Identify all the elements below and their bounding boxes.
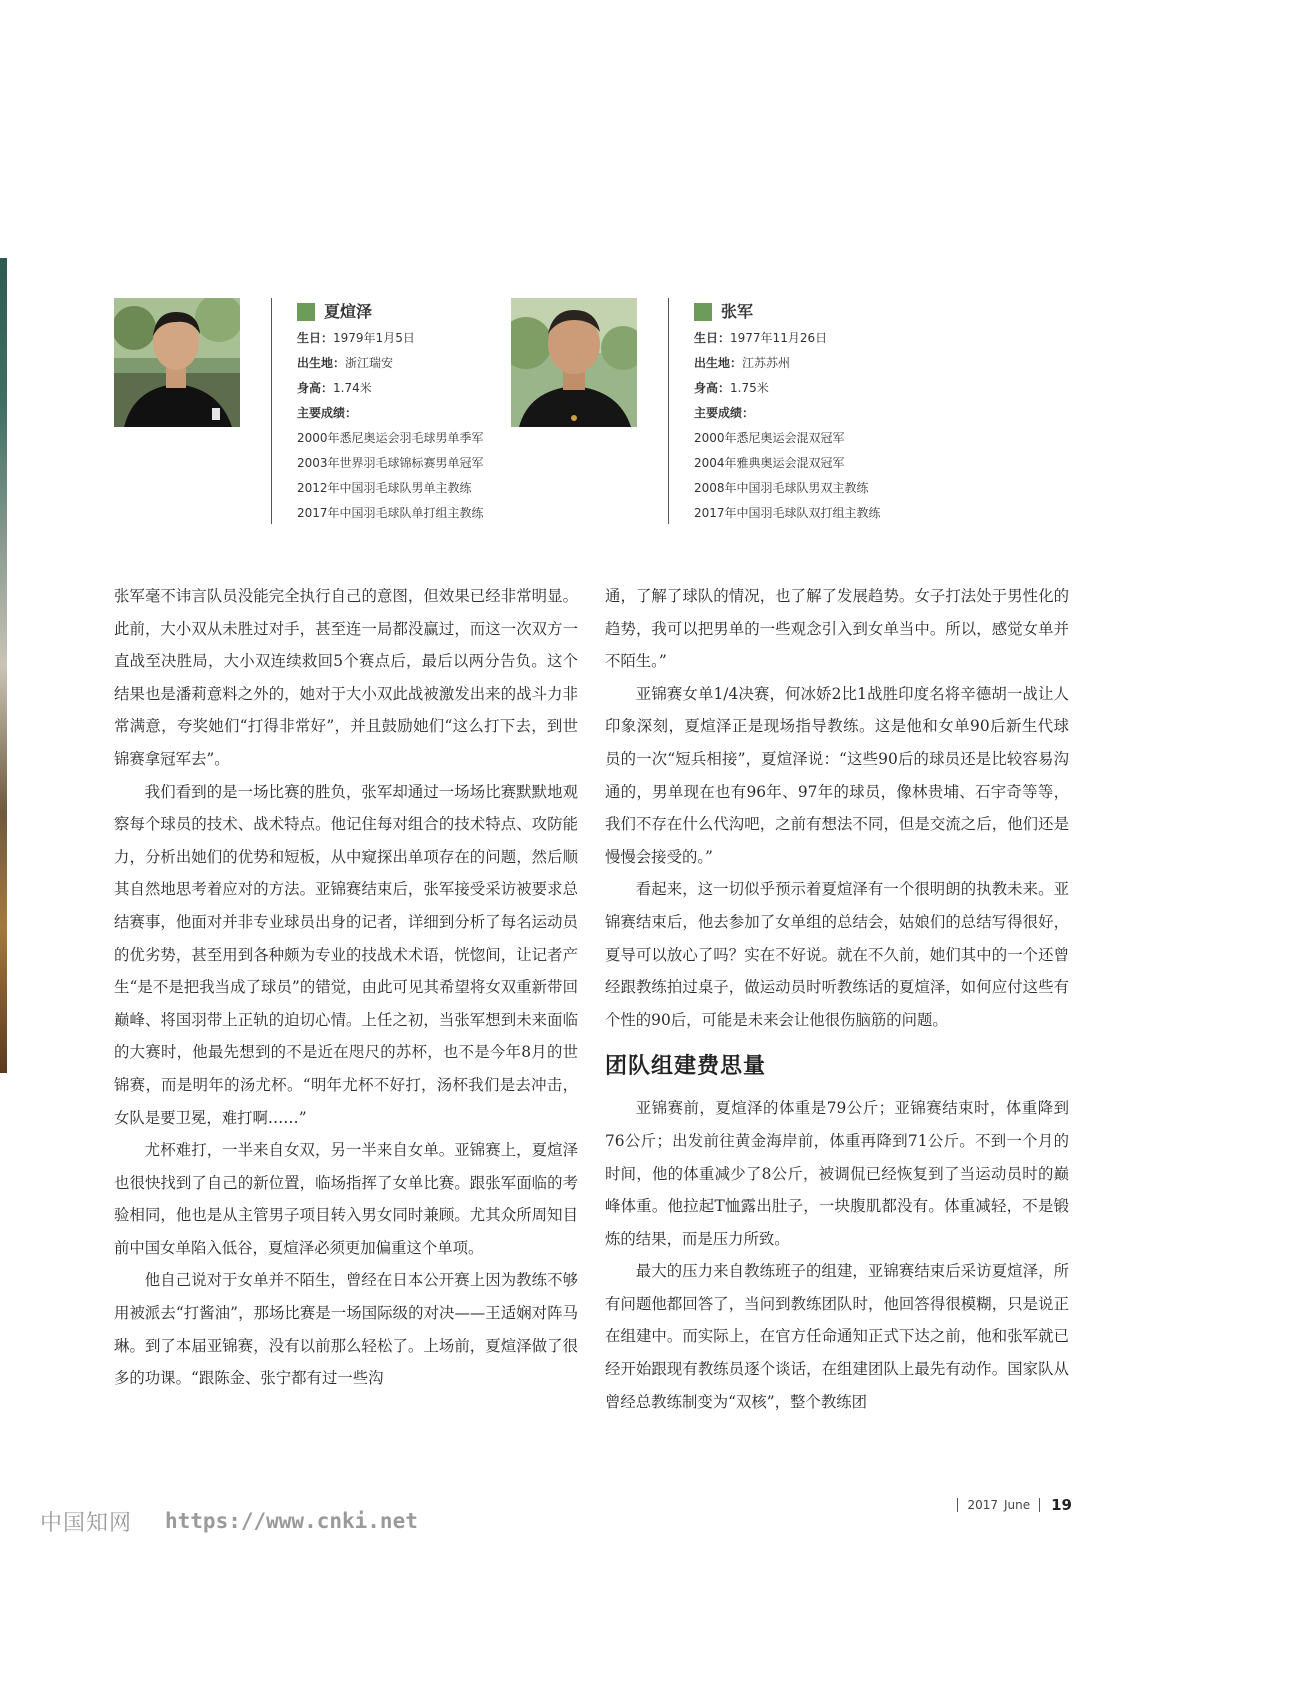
- page-number: 19: [1051, 1496, 1072, 1514]
- achievement-item: 2004年雅典奥运会混双冠军: [694, 456, 845, 470]
- paragraph: 亚锦赛女单1/4决赛，何冰娇2比1战胜印度名将辛德胡一战让人印象深刻，夏煊泽正是现场指导教练。这是他和女单90后新生代球员的一次“短兵相接”，夏煊泽说：“这些90后的球员还是比较容易沟通的，男单现在也有96年、97年的球员，像林贵埔、石宇奇等等，我们不存在什么代沟吧，之前有想法不同，但是交流之后，他们还是慢慢会接受的。”: [605, 684, 1069, 866]
- paragraph: 通，了解了球队的情况，也了解了发展趋势。女子打法处于男性化的趋势，我可以把男单的一些观念引入到女单当中。所以，感觉女单并不陌生。”: [605, 587, 1069, 671]
- name-marker-square: [694, 303, 712, 321]
- paragraph: 亚锦赛前，夏煊泽的体重是79公斤；亚锦赛结束时，体重降到76公斤；出发前往黄金海岸前，体重再降到71公斤。不到一个月的时间，他的体重减少了8公斤，被调侃已经恢复到了当运动员时的巅峰体重。他拉起T恤露出肚子，一块腹肌都没有。体重减轻，不是锻炼的结果，而是压力所致。: [605, 1099, 1069, 1248]
- profile-divider: [271, 298, 272, 524]
- paragraph: 看起来，这一切似乎预示着夏煊泽有一个很明朗的执教未来。亚锦赛结束后，他去参加了女单组的总结会，姑娘们的总结写得很好，夏导可以放心了吗？实在不好说。就在不久前，她们其中的一个还曾经跟教练拍过桌子，做运动员时听教练话的夏煊泽，如何应付这些有个性的90后，可能是未来会让他很伤脑筋的问题。: [605, 880, 1069, 1029]
- paragraph: 他自己说对于女单并不陌生，曾经在日本公开赛上因为教练不够用被派去“打酱油”，那场比赛是一场国际级的对决——王适娴对阵马琳。到了本届亚锦赛，没有以前那么轻松了。上场前，夏煊泽做了很多的功课。“跟陈金、张宁都有过一些沟: [114, 1271, 578, 1388]
- folio-divider: [957, 1498, 958, 1512]
- folio-year: 2017: [967, 1498, 998, 1512]
- folio-month: June: [1003, 1498, 1031, 1512]
- birthplace-row: 出生地：江苏苏州: [694, 356, 791, 370]
- article-column-left: [114, 580, 578, 1395]
- watermark-site-name: 中国知网: [40, 1511, 133, 1536]
- achievement-item: 2000年悉尼奥运会羽毛球男单季军: [297, 431, 484, 445]
- birthplace-row: 出生地：浙江瑞安: [297, 356, 394, 370]
- article-column-right: [605, 580, 1069, 1418]
- edge-photo-strip: [0, 258, 7, 1073]
- achievement-item: 2003年世界羽毛球锦标赛男单冠军: [297, 456, 484, 470]
- paragraph: 张军毫不讳言队员没能完全执行自己的意图，但效果已经非常明显。此前，大小双从未胜过对手，甚至连一局都没赢过，而这一次双方一直战至决胜局，大小双连续救回5个赛点后，最后以两分告负。这个结果也是潘莉意料之外的，她对于大小双此战被激发出来的战斗力非常满意，夸奖她们“打得非常好”，并且鼓励她们“这么打下去，到世锦赛拿冠军去”。: [114, 587, 578, 768]
- achievements-label: 主要成绩：: [694, 406, 755, 420]
- achievement-item: 2000年悉尼奥运会混双冠军: [694, 431, 845, 445]
- paragraph: 最大的压力来自教练班子的组建，亚锦赛结束后采访夏煊泽，所有问题他都回答了，当问到教练团队时，他回答得很模糊，只是说正在组建中。而实际上，在官方任命通知正式下达之前，他和张军就已经开始跟现有教练员逐个谈话，在组建团队上最先有动作。国家队从曾经总教练制变为“双核”，整个教练团: [605, 1262, 1069, 1411]
- achievements-label: 主要成绩：: [297, 406, 358, 420]
- profile-info-xia: [297, 300, 527, 526]
- paragraph: 我们看到的是一场比赛的胜负，张军却通过一场场比赛默默地观察每个球员的技术、战术特点。他记住每对组合的技术特点、攻防能力，分析出她们的优势和短板，从中窥探出单项存在的问题，然后顺其自然地思考着应对的方法。亚锦赛结束后，张军接受采访被要求总结赛事，他面对并非专业球员出身的记者，详细到分析了每名运动员的优劣势，甚至用到各种颇为专业的技战术术语，恍惚间，让记者产生“是不是把我当成了球员”的错觉，由此可见其希望将女双重新带回巅峰、将国羽带上正轨的迫切心情。上任之初，当张军想到未来面临的大赛时，他最先想到的不是近在咫尺的苏杯，也不是今年8月的世锦赛，而是明年的汤尤杯。“明年尤杯不好打，汤杯我们是去冲击，女队是要卫冕，难打啊……”: [114, 782, 578, 1127]
- profile-divider: [668, 298, 669, 524]
- page-folio: [948, 1496, 1072, 1514]
- birthday-row: 生日：1977年11月26日: [694, 331, 828, 345]
- paragraph: 尤杯难打，一半来自女双，另一半来自女单。亚锦赛上，夏煊泽也很快找到了自己的新位置，临场指挥了女单比赛。跟张军面临的考验相同，他也是从主管男子项目转入男女同时兼顾。尤其众所周知目前中国女单陷入低谷，夏煊泽必须更加偏重这个单项。: [114, 1141, 578, 1257]
- folio-divider: [1039, 1498, 1040, 1512]
- name-marker-square: [297, 303, 315, 321]
- birthday-row: 生日：1979年1月5日: [297, 331, 415, 345]
- profile-name: 夏煊泽: [297, 300, 527, 324]
- profile-info-zhang: [694, 300, 924, 526]
- profile-name: 张军: [694, 300, 924, 324]
- achievement-item: 2008年中国羽毛球队男双主教练: [694, 481, 869, 495]
- height-row: 身高：1.75米: [694, 381, 769, 395]
- portrait-photo-xia: [114, 298, 240, 427]
- achievement-item: 2017年中国羽毛球队单打组主教练: [297, 506, 484, 520]
- watermark-url: https://www.cnki.net: [165, 1509, 418, 1533]
- achievement-item: 2017年中国羽毛球队双打组主教练: [694, 506, 881, 520]
- height-row: 身高：1.74米: [297, 381, 372, 395]
- section-heading: 团队组建费思量: [605, 1054, 767, 1080]
- portrait-photo-zhang: [511, 298, 637, 427]
- achievement-item: 2012年中国羽毛球队男单主教练: [297, 481, 472, 495]
